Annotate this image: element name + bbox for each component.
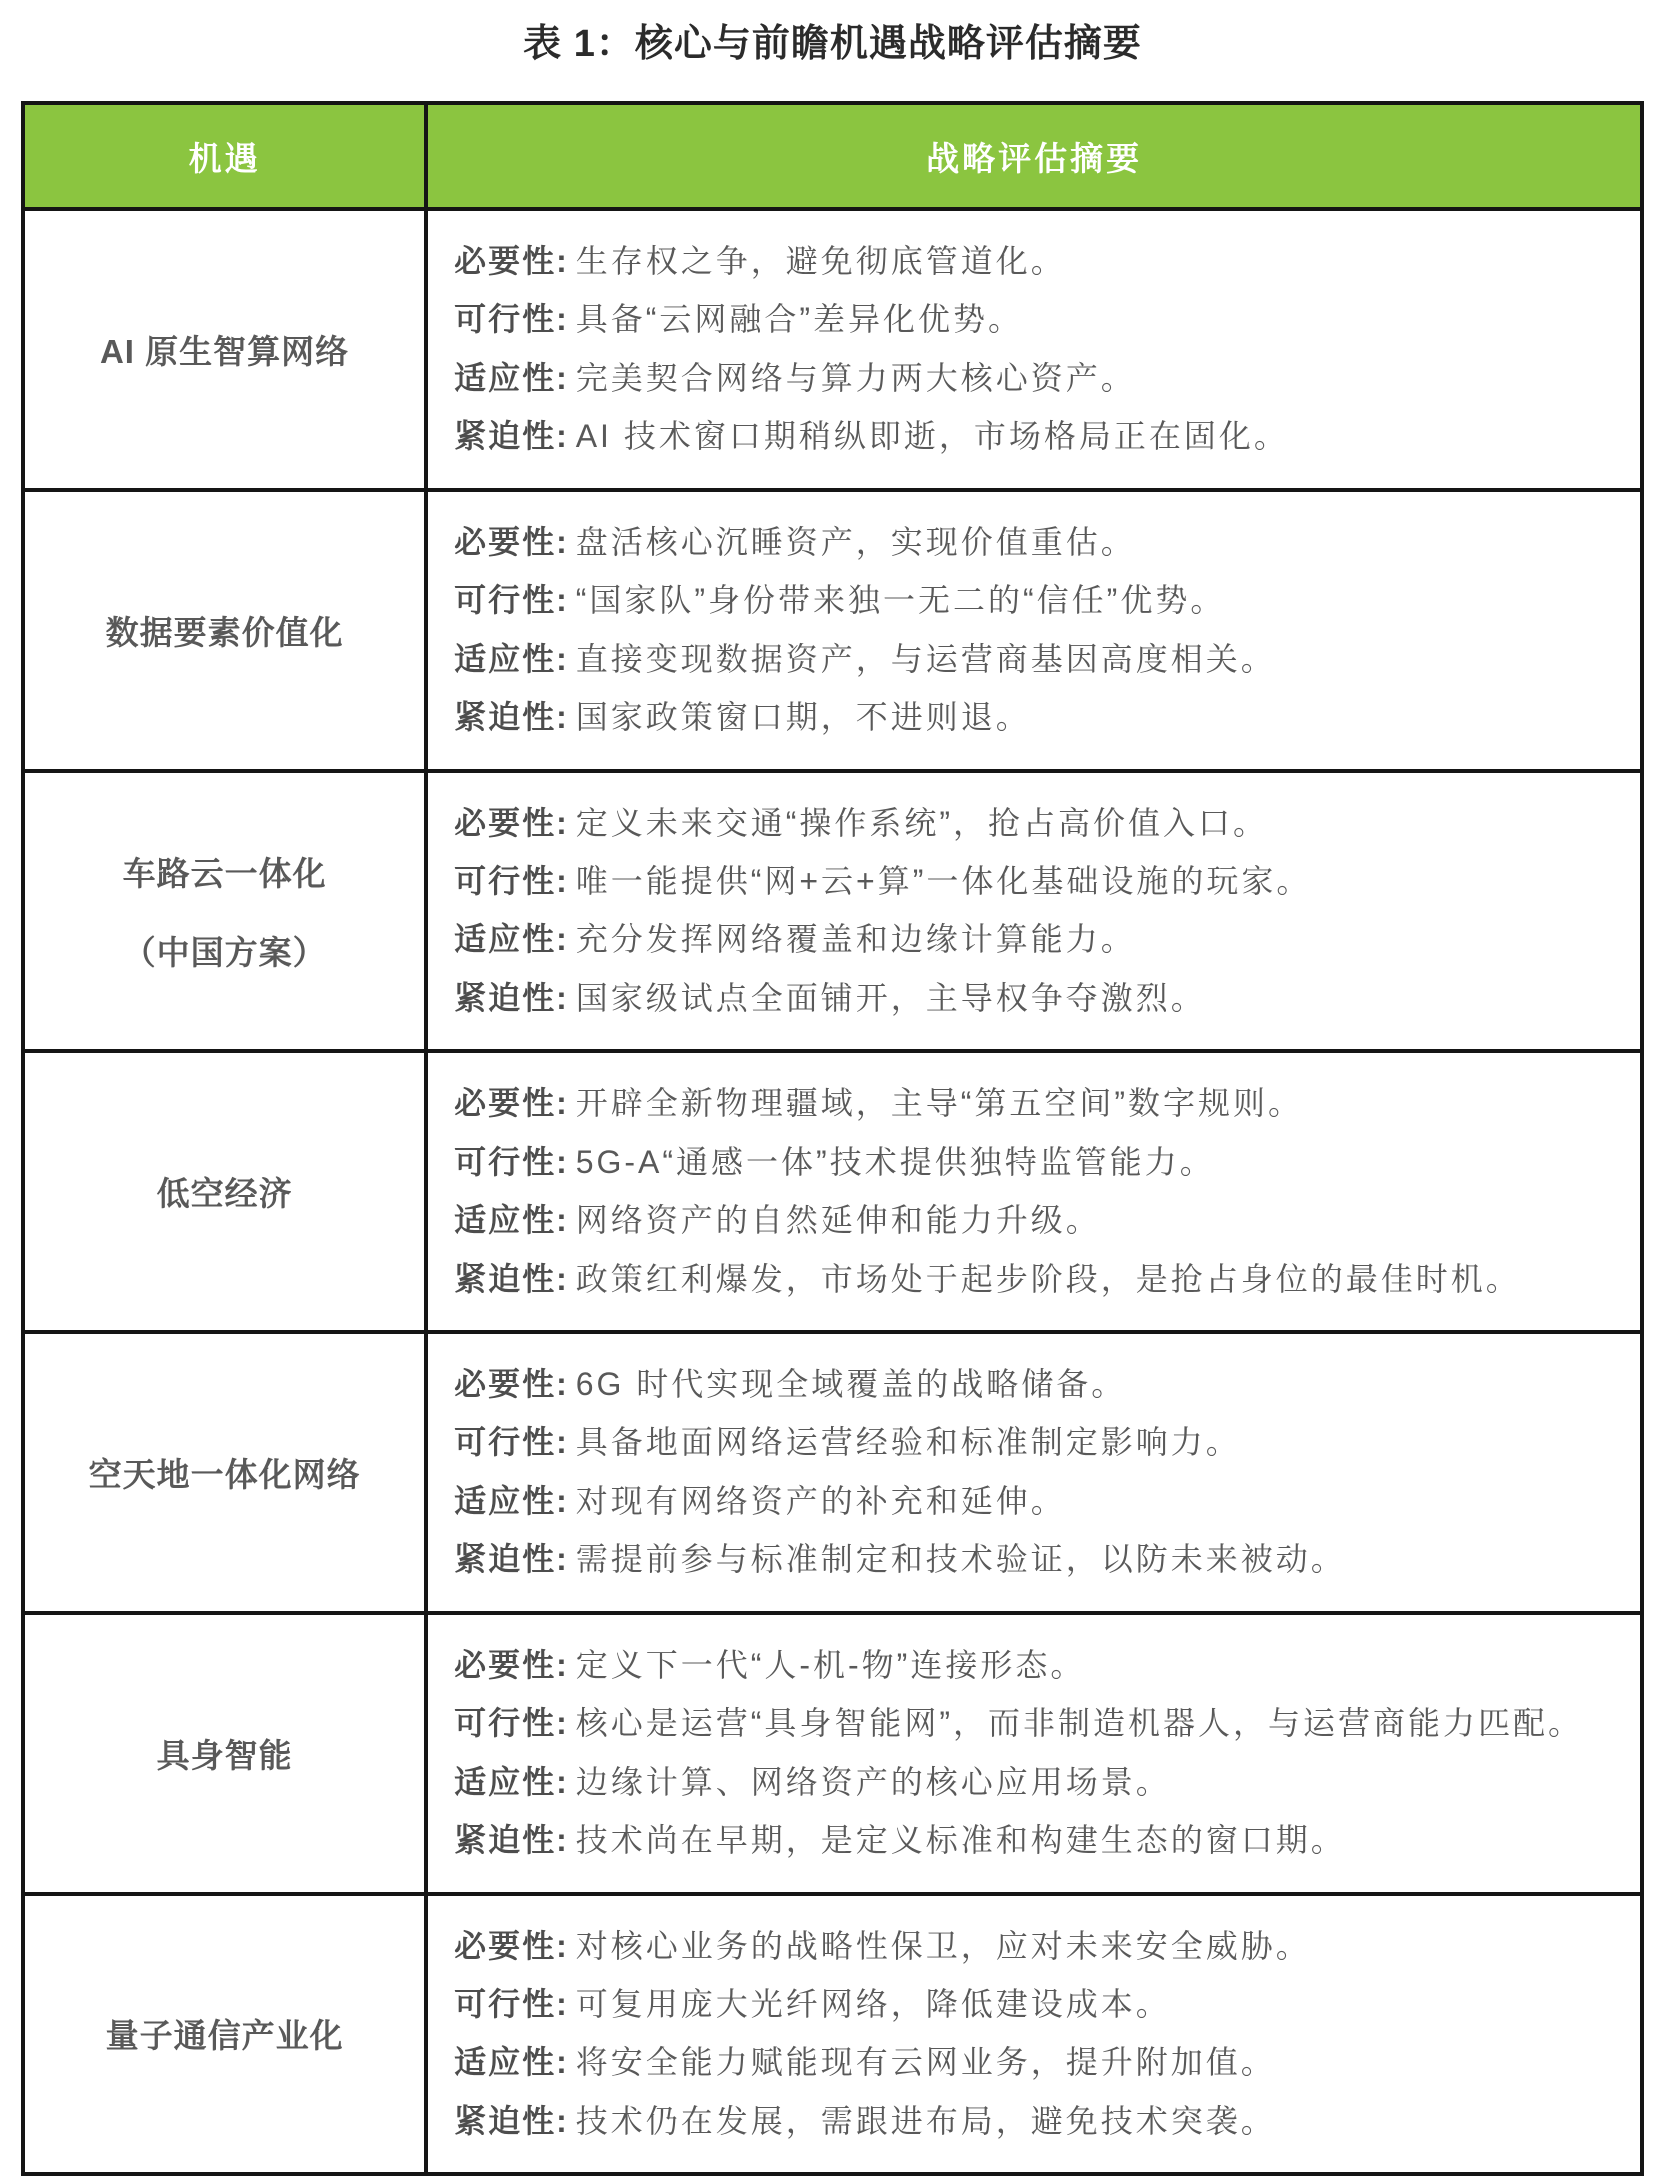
assessment-text: 具备地面网络运营经验和标准制定影响力。 bbox=[575, 1424, 1241, 1461]
assessment-cell bbox=[426, 1051, 1642, 1332]
assessment-text: 对核心业务的战略性保卫，应对未来安全威胁。 bbox=[575, 1927, 1311, 1964]
table-row bbox=[23, 1613, 1642, 1894]
opportunity-cell bbox=[23, 1613, 426, 1894]
opportunity-name: 空天地一体化网络 bbox=[88, 1455, 361, 1493]
opportunity-name: AI 原生智算网络 bbox=[99, 332, 350, 370]
label-separator: : bbox=[556, 979, 576, 1016]
dimension-label: 必要性 bbox=[454, 1927, 557, 1964]
label-separator: : bbox=[556, 582, 576, 619]
dimension-label: 紧迫性 bbox=[454, 979, 557, 1016]
assessment-text: 核心是运营“具身智能网”，而非制造机器人，与运营商能力匹配。 bbox=[575, 1705, 1584, 1742]
label-separator: : bbox=[556, 2102, 576, 2139]
assessment-line-adaptability bbox=[454, 917, 1614, 962]
assessment-line-adaptability bbox=[454, 637, 1614, 682]
assessment-line-necessity bbox=[454, 520, 1614, 565]
dimension-label: 紧迫性 bbox=[454, 1822, 557, 1859]
dimension-label: 紧迫性 bbox=[454, 1541, 557, 1578]
assessment-line-feasibility bbox=[454, 578, 1614, 623]
opportunity-cell bbox=[23, 771, 426, 1052]
label-separator: : bbox=[556, 1763, 576, 1800]
dimension-label: 可行性 bbox=[454, 1143, 557, 1180]
dimension-label: 适应性 bbox=[454, 640, 557, 677]
assessment-text: 对现有网络资产的补充和延伸。 bbox=[575, 1482, 1066, 1519]
assessment-cell bbox=[426, 1894, 1642, 2175]
header-row bbox=[23, 103, 1642, 209]
assessment-line-feasibility bbox=[454, 1701, 1614, 1746]
label-separator: : bbox=[556, 523, 576, 560]
label-separator: : bbox=[556, 1705, 576, 1742]
label-separator: : bbox=[556, 804, 576, 841]
opportunity-name: 低空经济 bbox=[156, 1175, 293, 1213]
dimension-label: 必要性 bbox=[454, 1085, 557, 1122]
dimension-label: 可行性 bbox=[454, 1424, 557, 1461]
opportunity-cell bbox=[23, 209, 426, 490]
assessment-text: 边缘计算、网络资产的核心应用场景。 bbox=[575, 1763, 1171, 1800]
assessment-text: 直接变现数据资产，与运营商基因高度相关。 bbox=[575, 640, 1276, 677]
assessment-cell bbox=[426, 209, 1642, 490]
assessment-line-adaptability bbox=[454, 356, 1614, 401]
assessment-text: 6G 时代实现全域覆盖的战略储备。 bbox=[575, 1366, 1127, 1402]
dimension-label: 紧迫性 bbox=[454, 699, 557, 736]
assessment-line-feasibility bbox=[454, 1982, 1614, 2027]
assessment-text: 技术仍在发展，需跟进布局，避免技术突袭。 bbox=[575, 2102, 1276, 2139]
assessment-line-adaptability bbox=[454, 1479, 1614, 1524]
label-separator: : bbox=[556, 418, 576, 455]
label-separator: : bbox=[556, 1822, 576, 1859]
assessment-text: 具备“云网融合”差异化优势。 bbox=[575, 301, 1024, 338]
assessment-text: 国家政策窗口期，不进则退。 bbox=[575, 699, 1031, 736]
label-separator: : bbox=[556, 640, 576, 677]
assessment-line-urgency bbox=[454, 1818, 1614, 1863]
assessment-line-urgency bbox=[454, 414, 1614, 459]
column-header-opportunity: 机遇 bbox=[23, 103, 426, 209]
assessment-line-adaptability bbox=[454, 1760, 1614, 1805]
assessment-line-feasibility bbox=[454, 297, 1614, 342]
assessment-line-urgency bbox=[454, 1537, 1614, 1582]
assessment-line-urgency bbox=[454, 695, 1614, 740]
label-separator: : bbox=[556, 1482, 576, 1519]
assessment-text: 唯一能提供“网+云+算”一体化基础设施的玩家。 bbox=[575, 862, 1312, 899]
dimension-label: 必要性 bbox=[454, 1646, 557, 1683]
label-separator: : bbox=[556, 1202, 576, 1239]
assessment-text: 政策红利爆发，市场处于起步阶段，是抢占身位的最佳时机。 bbox=[575, 1260, 1521, 1297]
label-separator: : bbox=[556, 359, 576, 396]
dimension-label: 必要性 bbox=[454, 243, 557, 279]
assessment-text: 定义未来交通“操作系统”，抢占高价值入口。 bbox=[575, 804, 1269, 841]
label-separator: : bbox=[556, 301, 576, 338]
assessment-text: 5G-A“通感一体”技术提供独特监管能力。 bbox=[575, 1143, 1215, 1180]
dimension-label: 必要性 bbox=[454, 523, 557, 560]
assessment-text: 完美契合网络与算力两大核心资产。 bbox=[575, 359, 1136, 396]
dimension-label: 必要性 bbox=[454, 804, 557, 841]
label-separator: : bbox=[556, 921, 576, 958]
label-separator: : bbox=[556, 1646, 576, 1683]
opportunity-name: 车路云一体化 bbox=[122, 854, 327, 892]
dimension-label: 紧迫性 bbox=[454, 1260, 557, 1297]
dimension-label: 可行性 bbox=[454, 1705, 557, 1742]
dimension-label: 可行性 bbox=[454, 862, 557, 899]
assessment-line-necessity bbox=[454, 801, 1614, 846]
table-row bbox=[23, 209, 1642, 490]
opportunity-name: 数据要素价值化 bbox=[105, 613, 344, 651]
table-row bbox=[23, 1332, 1642, 1613]
dimension-label: 适应性 bbox=[454, 1763, 557, 1800]
dimension-label: 可行性 bbox=[454, 1985, 557, 2022]
assessment-line-feasibility bbox=[454, 1140, 1614, 1185]
assessment-line-feasibility bbox=[454, 859, 1614, 904]
label-separator: : bbox=[556, 1085, 576, 1122]
assessment-text: 可复用庞大光纤网络，降低建设成本。 bbox=[575, 1985, 1171, 2022]
dimension-label: 适应性 bbox=[454, 1482, 557, 1519]
assessment-text: AI 技术窗口期稍纵即逝，市场格局正在固化。 bbox=[575, 418, 1289, 455]
dimension-label: 紧迫性 bbox=[454, 418, 557, 455]
assessment-text: 网络资产的自然延伸和能力升级。 bbox=[575, 1202, 1101, 1239]
label-separator: : bbox=[556, 1541, 576, 1578]
opportunity-name: 量子通信产业化 bbox=[105, 2017, 344, 2055]
label-separator: : bbox=[556, 1260, 576, 1297]
dimension-label: 必要性 bbox=[454, 1366, 557, 1402]
assessment-text: “国家队”身份带来独一无二的“信任”优势。 bbox=[575, 582, 1226, 619]
label-separator: : bbox=[556, 699, 576, 736]
table-row bbox=[23, 490, 1642, 771]
assessment-line-urgency bbox=[454, 1257, 1614, 1302]
dimension-label: 适应性 bbox=[454, 1202, 557, 1239]
assessment-line-necessity bbox=[454, 1643, 1614, 1688]
opportunity-name: 具身智能 bbox=[156, 1736, 293, 1774]
opportunity-cell bbox=[23, 1051, 426, 1332]
opportunity-cell bbox=[23, 1894, 426, 2175]
assessment-text: 技术尚在早期，是定义标准和构建生态的窗口期。 bbox=[575, 1822, 1346, 1859]
column-header-assessment: 战略评估摘要 bbox=[426, 103, 1642, 209]
evaluation-table bbox=[21, 101, 1644, 2176]
table-header bbox=[23, 103, 1642, 209]
assessment-line-feasibility bbox=[454, 1420, 1614, 1465]
table-row bbox=[23, 1894, 1642, 2175]
dimension-label: 适应性 bbox=[454, 359, 557, 396]
assessment-line-necessity bbox=[454, 239, 1614, 284]
assessment-line-necessity bbox=[454, 1924, 1614, 1969]
label-separator: : bbox=[556, 1927, 576, 1964]
assessment-line-urgency bbox=[454, 2099, 1614, 2144]
assessment-cell bbox=[426, 1332, 1642, 1613]
assessment-line-urgency bbox=[454, 976, 1614, 1021]
assessment-text: 充分发挥网络覆盖和边缘计算能力。 bbox=[575, 921, 1136, 958]
label-separator: : bbox=[556, 862, 576, 899]
table-caption: 表 1：核心与前瞻机遇战略评估摘要 bbox=[523, 23, 1142, 65]
assessment-text: 定义下一代“人-机-物”连接形态。 bbox=[575, 1646, 1086, 1683]
dimension-label: 适应性 bbox=[454, 2044, 557, 2081]
assessment-text: 生存权之争，避免彻底管道化。 bbox=[575, 243, 1066, 279]
dimension-label: 紧迫性 bbox=[454, 2102, 557, 2139]
assessment-line-necessity bbox=[454, 1081, 1614, 1126]
opportunity-cell bbox=[23, 490, 426, 771]
assessment-text: 盘活核心沉睡资产，实现价值重估。 bbox=[575, 523, 1136, 560]
assessment-cell bbox=[426, 1613, 1642, 1894]
assessment-line-adaptability bbox=[454, 2040, 1614, 2085]
table-row bbox=[23, 771, 1642, 1052]
assessment-text: 国家级试点全面铺开，主导权争夺激烈。 bbox=[575, 979, 1206, 1016]
table-body bbox=[23, 209, 1642, 2174]
label-separator: : bbox=[556, 1424, 576, 1461]
assessment-cell bbox=[426, 771, 1642, 1052]
dimension-label: 可行性 bbox=[454, 301, 557, 338]
opportunity-cell bbox=[23, 1332, 426, 1613]
assessment-line-adaptability bbox=[454, 1198, 1614, 1243]
label-separator: : bbox=[556, 1366, 576, 1402]
assessment-text: 将安全能力赋能现有云网业务，提升附加值。 bbox=[575, 2044, 1276, 2081]
label-separator: : bbox=[556, 1985, 576, 2022]
assessment-line-necessity bbox=[454, 1362, 1614, 1407]
assessment-text: 需提前参与标准制定和技术验证，以防未来被动。 bbox=[575, 1541, 1346, 1578]
label-separator: : bbox=[556, 2044, 576, 2081]
opportunity-subtitle: （中国方案） bbox=[122, 933, 327, 971]
assessment-text: 开辟全新物理疆域，主导“第五空间”数字规则。 bbox=[575, 1085, 1304, 1122]
label-separator: : bbox=[556, 243, 576, 279]
dimension-label: 可行性 bbox=[454, 582, 557, 619]
dimension-label: 适应性 bbox=[454, 921, 557, 958]
assessment-cell bbox=[426, 490, 1642, 771]
table-row bbox=[23, 1051, 1642, 1332]
label-separator: : bbox=[556, 1143, 576, 1180]
